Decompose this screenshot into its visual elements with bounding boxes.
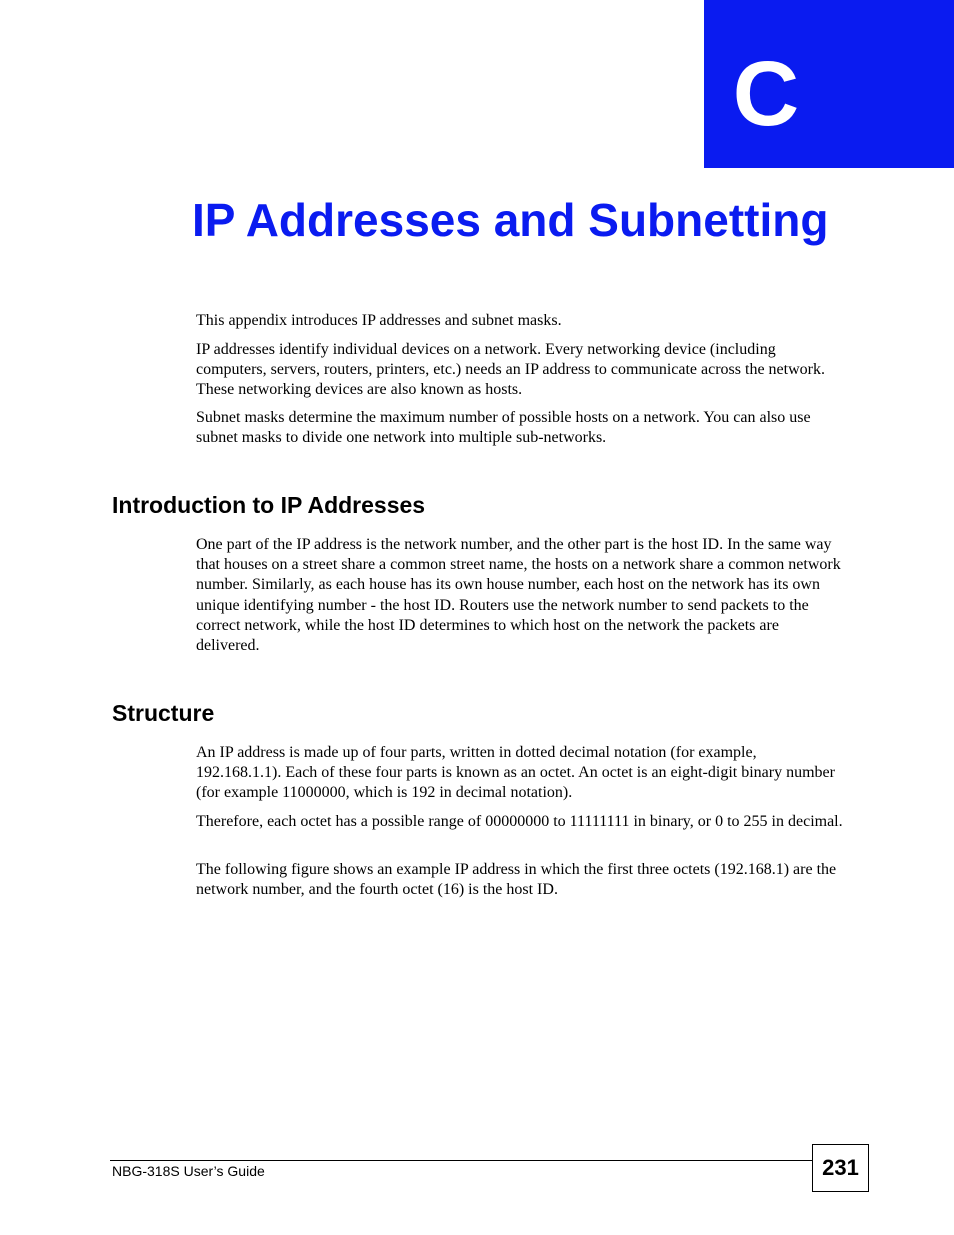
section-heading-intro-ip: Introduction to IP Addresses [112,492,426,518]
structure-paragraph-2: Therefore, each octet has a possible range of 00000000 to 11111111 in binary, or 0 to 255 in decimal. [196,813,843,830]
intro-paragraph-3: Subnet masks determine the maximum number of possible hosts on a network. You can also use subnet masks to divide one network into multiple sub-networks. [196,409,811,447]
page-number-box [812,1144,869,1192]
structure-paragraph-3: The following figure shows an example IP address in which the first three octets (192.168.1) are the network number, and the fourth octet (16) is the host ID. [196,861,837,899]
intro-paragraph-2: IP addresses identify individual devices on a network. Every networking device (including computers, servers, routers, printers, etc.) needs an IP address to communicate across the network. These networking devices are also known as hosts. [196,341,825,399]
intro-paragraph-1: This appendix introduces IP addresses and subnet masks. [196,312,562,329]
chapter-tab [704,0,954,168]
chapter-letter: C [732,43,800,145]
intro-ip-paragraph-1: One part of the IP address is the network number, and the other part is the host ID. In the same way that houses on a street share a common street name, the hosts on a network share a common network number. Similarly, as each house has its own house number, each host on the network has its own unique identifying number - the host ID. Routers use the network number to send packets to the correct network, while the host ID determines to which host on the network the packets are delivered. [196,536,841,655]
structure-paragraph-1: An IP address is made up of four parts, written in dotted decimal notation (for example, 192.168.1.1). Each of these four parts is known as an octet. An octet is an eight-digit binary number (for example 11000000, which is 192 in decimal notation). [196,744,835,802]
footer-rule [110,1160,812,1161]
section-heading-structure: Structure [112,700,215,726]
page-title: IP Addresses and Subnetting [192,194,829,246]
footer-guide-title: NBG-318S User’s Guide [112,1163,265,1179]
page-number: 231 [822,1155,859,1180]
